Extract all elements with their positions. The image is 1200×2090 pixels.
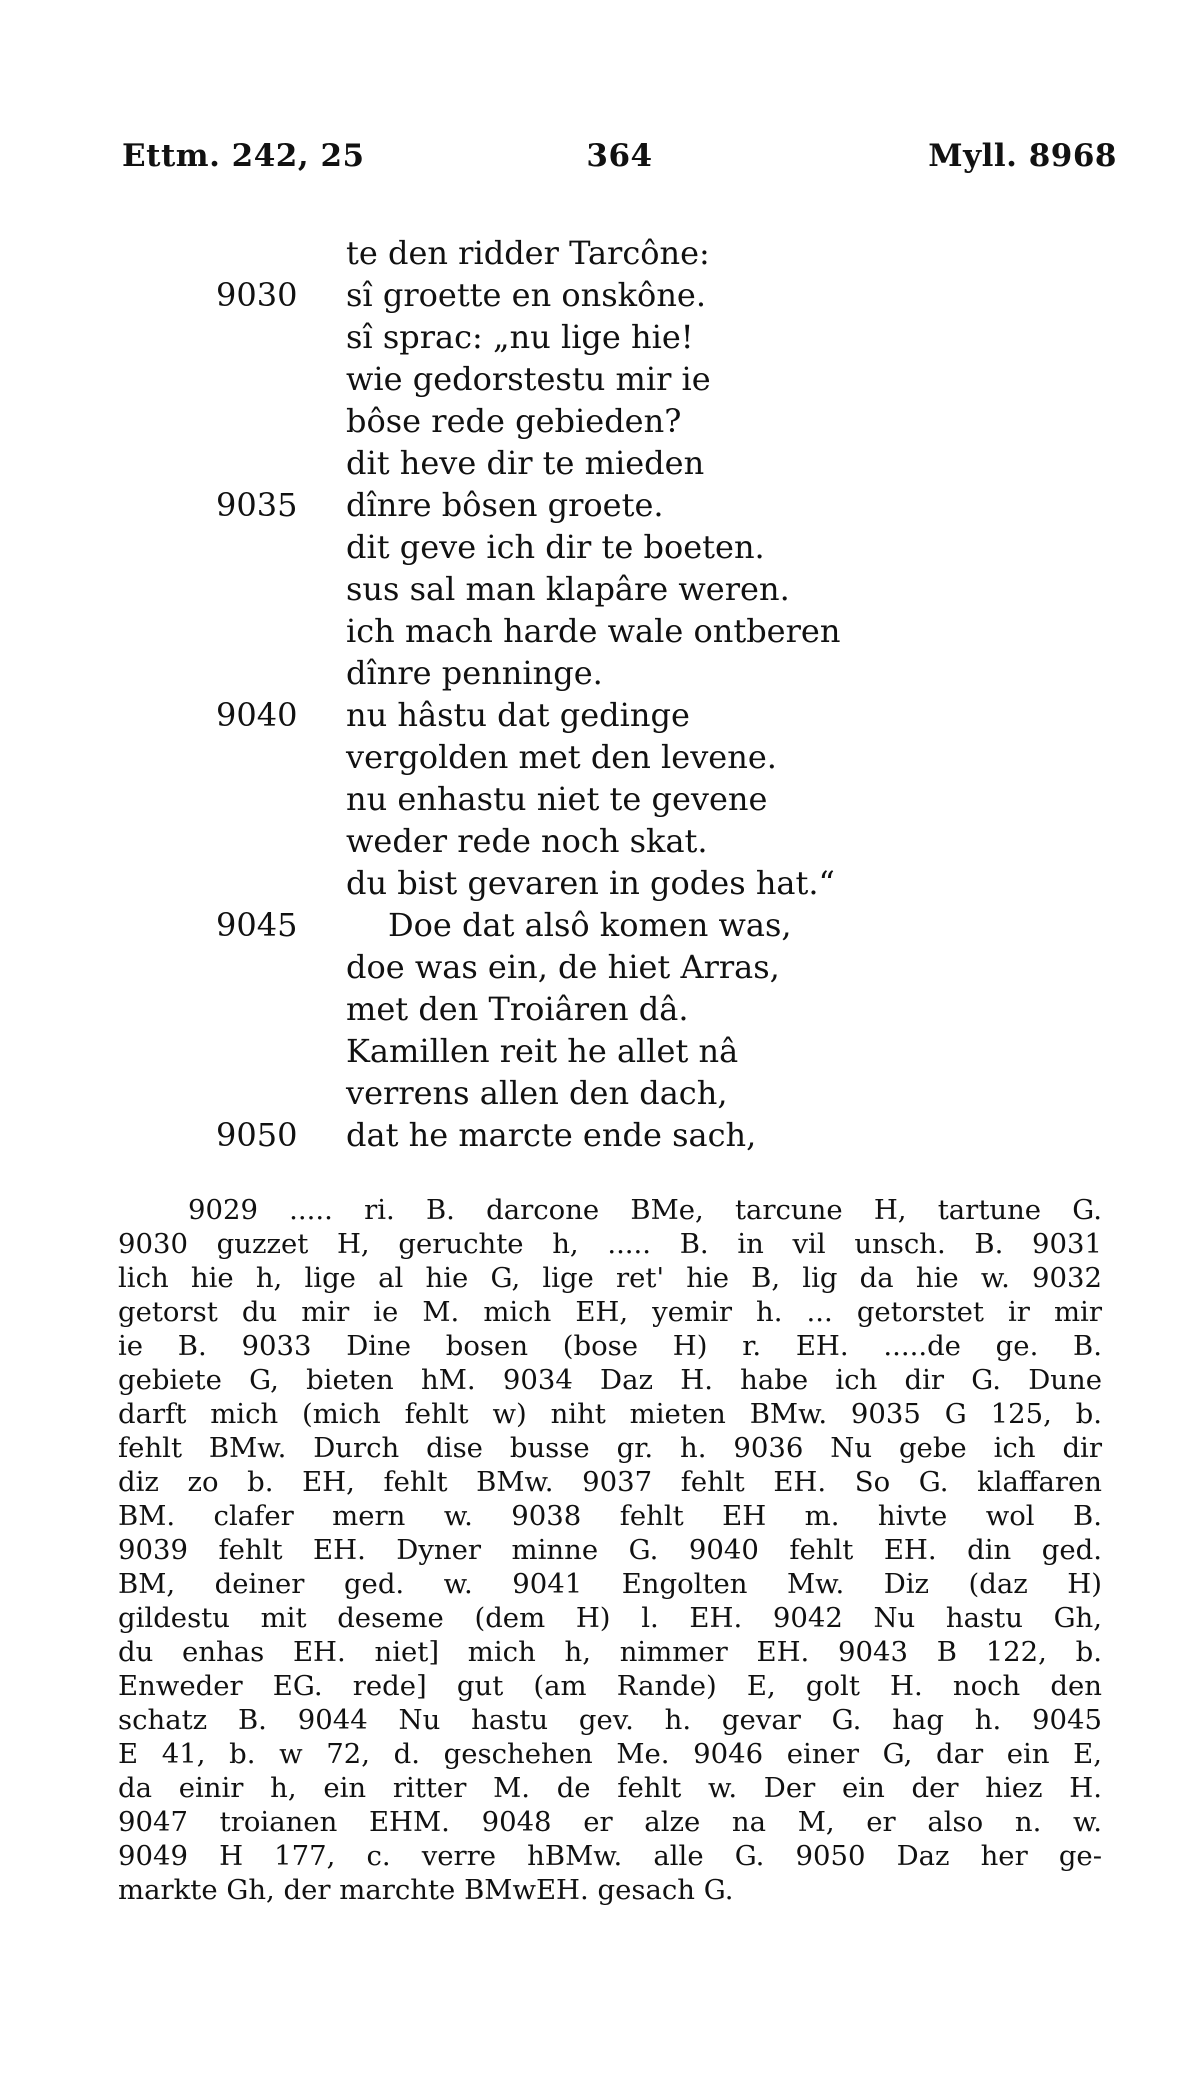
verse-number: 9030 [216,276,298,314]
verse-line [0,400,1200,442]
page-header [122,138,1117,178]
verse-number: 9040 [216,696,298,734]
apparatus-line: schatz B. 9044 Nu hastu gev. h. gevar G. hag h. 9045 [118,1704,1102,1736]
verse-number: 9035 [216,486,298,524]
verse-content: verrens allen den dach, [346,1074,728,1112]
verse-content: bôse rede gebieden? [346,402,682,440]
verse-content: du bist gevaren in godes hat.“ [346,864,835,902]
apparatus-line: 9049 H 177, c. verre hBMw. alle G. 9050 Daz her ge- [118,1840,1102,1872]
verse-line [0,442,1200,484]
verse-content: wie gedorstestu mir ie [346,360,711,398]
verse-line [0,526,1200,568]
verse-content: dat he marcte ende sach, [346,1116,757,1154]
verse-content: ich mach harde wale ontberen [346,612,841,650]
apparatus-line: gebiete G, bieten hM. 9034 Daz H. habe ich dir G. Dune [118,1364,1102,1396]
apparatus-line: BM. clafer mern w. 9038 fehlt EH m. hivte wol B. [118,1500,1102,1532]
apparatus-line: 9039 fehlt EH. Dyner minne G. 9040 fehlt EH. din ged. [118,1534,1102,1566]
verse-content: sî sprac: „nu lige hie! [346,318,694,356]
apparatus-line: BM, deiner ged. w. 9041 Engolten Mw. Diz (daz H) [118,1568,1102,1600]
verse-content: te den ridder Tarcône: [346,234,710,272]
verse-line [0,862,1200,904]
verse-content: met den Troiâren dâ. [346,990,689,1028]
apparatus-line: 9047 troianen EHM. 9048 er alze na M, er also n. w. [118,1806,1102,1838]
apparatus-line: diz zo b. EH, fehlt BMw. 9037 fehlt EH. So G. klaffaren [118,1466,1102,1498]
verse-line [0,946,1200,988]
verse-line [0,316,1200,358]
verse-content: weder rede noch skat. [346,822,708,860]
verse-line [0,820,1200,862]
verse-line [0,1072,1200,1114]
verse-content: nu enhastu niet te gevene [346,780,768,818]
page-number: 364 [586,138,653,174]
verse-line [0,778,1200,820]
apparatus-line: markte Gh, der marchte BMwEH. gesach G. [118,1874,734,1906]
verse-number: 9050 [216,1116,298,1154]
verse-line [0,1030,1200,1072]
verse-content: Doe dat alsô komen was, [388,906,792,944]
verse-text [0,232,1200,1156]
verse-content: sî groette en onskône. [346,276,707,314]
verse-line [0,610,1200,652]
header-left-reference: Ettm. 242, 25 [122,138,365,174]
verse-content: dînre penninge. [346,654,603,692]
apparatus-line: darft mich (mich fehlt w) niht mieten BMw. 9035 G 125, b. [118,1398,1102,1430]
verse-line [0,568,1200,610]
verse-content: doe was ein, de hiet Arras, [346,948,780,986]
verse-content: sus sal man klapâre weren. [346,570,790,608]
apparatus-line: da einir h, ein ritter M. de fehlt w. Der ein der hiez H. [118,1772,1102,1804]
verse-content: Kamillen reit he allet nâ [346,1032,739,1070]
apparatus-line: lich hie h, lige al hie G, lige ret' hie B, lig da hie w. 9032 [118,1262,1102,1294]
apparatus-line: E 41, b. w 72, d. geschehen Me. 9046 einer G, dar ein E, [118,1738,1102,1770]
apparatus-line: 9030 guzzet H, geruchte h, ..... B. in vil unsch. B. 9031 [118,1228,1102,1260]
verse-content: dînre bôsen groete. [346,486,664,524]
verse-line [0,232,1200,274]
apparatus-line: 9029 ..... ri. B. darcone BMe, tarcune H, tartune G. [188,1194,1102,1226]
verse-line [0,694,1200,736]
apparatus-line: fehlt BMw. Durch dise busse gr. h. 9036 Nu gebe ich dir [118,1432,1102,1464]
verse-content: nu hâstu dat gedinge [346,696,690,734]
apparatus-line: Enweder EG. rede] gut (am Rande) E, golt H. noch den [118,1670,1102,1702]
verse-line [0,904,1200,946]
verse-content: dit heve dir te mieden [346,444,705,482]
verse-line [0,652,1200,694]
apparatus-line: du enhas EH. niet] mich h, nimmer EH. 9043 B 122, b. [118,1636,1102,1668]
verse-content: vergolden met den levene. [346,738,777,776]
verse-line [0,988,1200,1030]
apparatus-line: getorst du mir ie M. mich EH, yemir h. ... getorstet ir mir [118,1296,1102,1328]
verse-content: dit geve ich dir te boeten. [346,528,765,566]
verse-line [0,274,1200,316]
apparatus-line: ie B. 9033 Dine bosen (bose H) r. EH. .....de ge. B. [118,1330,1102,1362]
verse-number: 9045 [216,906,298,944]
header-right-reference: Myll. 8968 [928,138,1117,174]
verse-line [0,358,1200,400]
verse-line [0,736,1200,778]
verse-line [0,1114,1200,1156]
apparatus-line: gildestu mit deseme (dem H) l. EH. 9042 Nu hastu Gh, [118,1602,1102,1634]
critical-apparatus [118,1193,1102,1907]
verse-line [0,484,1200,526]
